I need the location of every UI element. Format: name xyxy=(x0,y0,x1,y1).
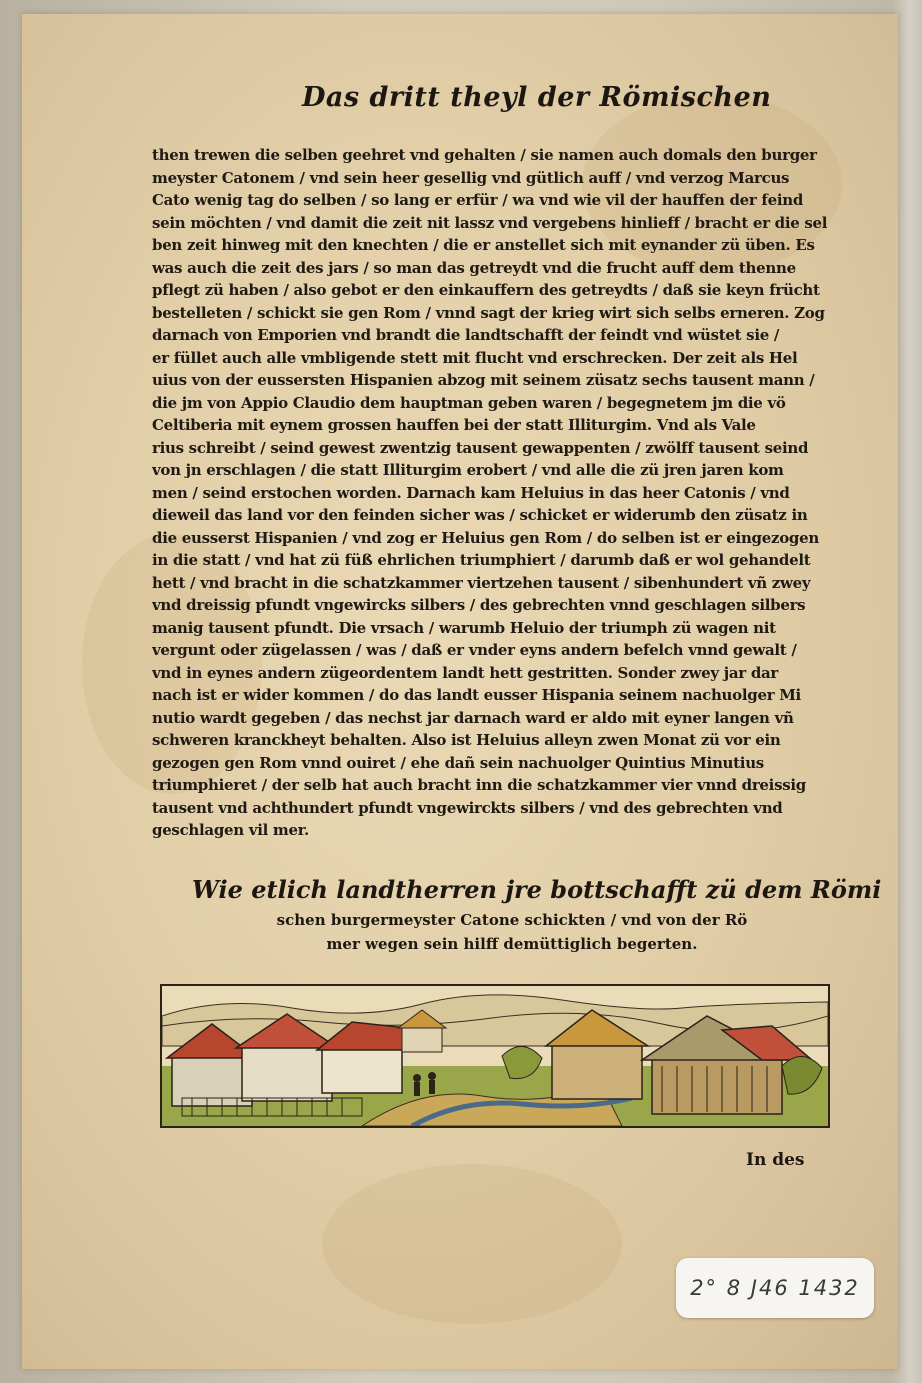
body-line: von jn erschlagen / die statt Illiturgim erobert / vnd alle die zü jren jaren kom xyxy=(152,461,784,479)
chapter-heading-line: schen burgermeyster Catone schickten / vnd von der Rö xyxy=(276,911,748,929)
body-line: vergunt oder zügelassen / was / daß er vnder eyns andern befelch vnnd gewalt / xyxy=(152,641,797,659)
body-line: vnd dreissig pfundt vngewircks silbers / des gebrechten vnnd geschlagen silbers xyxy=(152,596,806,614)
body-line: nach ist er wider kommen / do das landt eusser Hispania seinem nachuolger Mi xyxy=(152,686,801,704)
body-line: die jm von Appio Claudio dem hauptman geben waren / begegnetem jm die vö xyxy=(152,393,786,412)
body-line: then trewen die selben geehret vnd gehalten / sie namen auch domals den burger xyxy=(152,146,817,164)
body-line: men / seind erstochen worden. Darnach kam Heluius in das heer Catonis / vnd xyxy=(152,483,790,502)
body-line: triumphieret / der selb hat auch bracht inn die schatzkammer vier vnnd dreissig xyxy=(152,776,806,794)
body-line: bestelleten / schickt sie gen Rom / vnnd sagt der krieg wirt sich selbs erneren. Zog xyxy=(152,303,825,322)
running-header: Das dritt theyl der Römischen xyxy=(302,82,772,113)
library-shelf-label xyxy=(676,1258,874,1318)
shelf-label-text: 2° 8 J46 1432 xyxy=(690,1276,860,1300)
chapter-heading xyxy=(192,872,882,956)
paper-stain xyxy=(322,1164,622,1324)
body-line: hett / vnd bracht in die schatzkammer viertzehen tausent / sibenhundert vñ zwey xyxy=(152,573,811,592)
body-line: manig tausent pfundt. Die vrsach / warumb Heluio der triumph zü wagen nit xyxy=(152,618,776,637)
catchword: In des xyxy=(746,1150,805,1170)
body-line: schweren kranckheyt behalten. Also ist Heluius alleyn zwen Monat zü vor ein xyxy=(152,731,781,749)
body-line: geschlagen vil mer. xyxy=(152,821,309,839)
body-line: rius schreibt / seind gewest zwentzig tausent gewappenten / zwölff tausent seind xyxy=(152,438,809,457)
woodcut-illustration xyxy=(160,984,830,1128)
body-line: tausent vnd achthundert pfundt vngewirckts silbers / vnd des gebrechten vnd xyxy=(152,798,783,817)
body-line: was auch die zeit des jars / so man das getreydt vnd die frucht auff dem thenne xyxy=(152,258,796,277)
body-line: er füllet auch alle vmbligende stett mit flucht vnd erschrecken. Der zeit als Hel xyxy=(152,348,798,367)
chapter-heading-line: mer wegen sein hilff demüttiglich begerten. xyxy=(326,935,698,953)
body-text xyxy=(152,144,852,842)
body-line: sein möchten / vnd damit die zeit nit lassz vnd vergebens hinlieff / bracht er die sel xyxy=(152,213,828,232)
body-line: dieweil das land vor den feinden sicher was / schicket er widerumb den züsatz in xyxy=(152,506,808,524)
chapter-heading-line: Wie etlich landtherren jre bottschafft zü dem Römi xyxy=(192,875,882,904)
body-line: meyster Catonem / vnd sein heer gesellig vnd gütlich auff / vnd verzog Marcus xyxy=(152,168,790,187)
body-line: in die statt / vnd hat zü füß ehrlichen triumphiert / darumb daß er wol gehandelt xyxy=(152,551,811,569)
body-line: uius von der eussersten Hispanien abzog mit seinem züsatz sechs tausent mann / xyxy=(152,371,815,389)
book-page xyxy=(22,14,898,1369)
village-scene-image xyxy=(162,986,828,1126)
body-line: pflegt zü haben / also gebot er den einkauffern des getreydts / daß sie keyn frücht xyxy=(152,281,820,299)
body-line: gezogen gen Rom vnnd ouiret / ehe dañ sein nachuolger Quintius Minutius xyxy=(152,753,764,772)
body-line: vnd in eynes andern zügeordentem landt hett gestritten. Sonder zwey jar dar xyxy=(152,663,779,682)
body-line: die eusserst Hispanien / vnd zog er Heluius gen Rom / do selben ist er eingezogen xyxy=(152,528,819,547)
body-line: nutio wardt gegeben / das nechst jar darnach ward er aldo mit eyner langen vñ xyxy=(152,708,794,727)
body-line: Celtiberia mit eynem grossen hauffen bei der statt Illiturgim. Vnd als Vale xyxy=(152,416,756,434)
body-line: ben zeit hinweg mit den knechten / die er anstellet sich mit eynander zü üben. Es xyxy=(152,236,815,254)
body-line: Cato wenig tag do selben / so lang er erfür / wa vnd wie vil der hauffen der feind xyxy=(152,191,804,209)
body-line: darnach von Emporien vnd brandt die landtschafft der feindt vnd wüstet sie / xyxy=(152,326,780,344)
